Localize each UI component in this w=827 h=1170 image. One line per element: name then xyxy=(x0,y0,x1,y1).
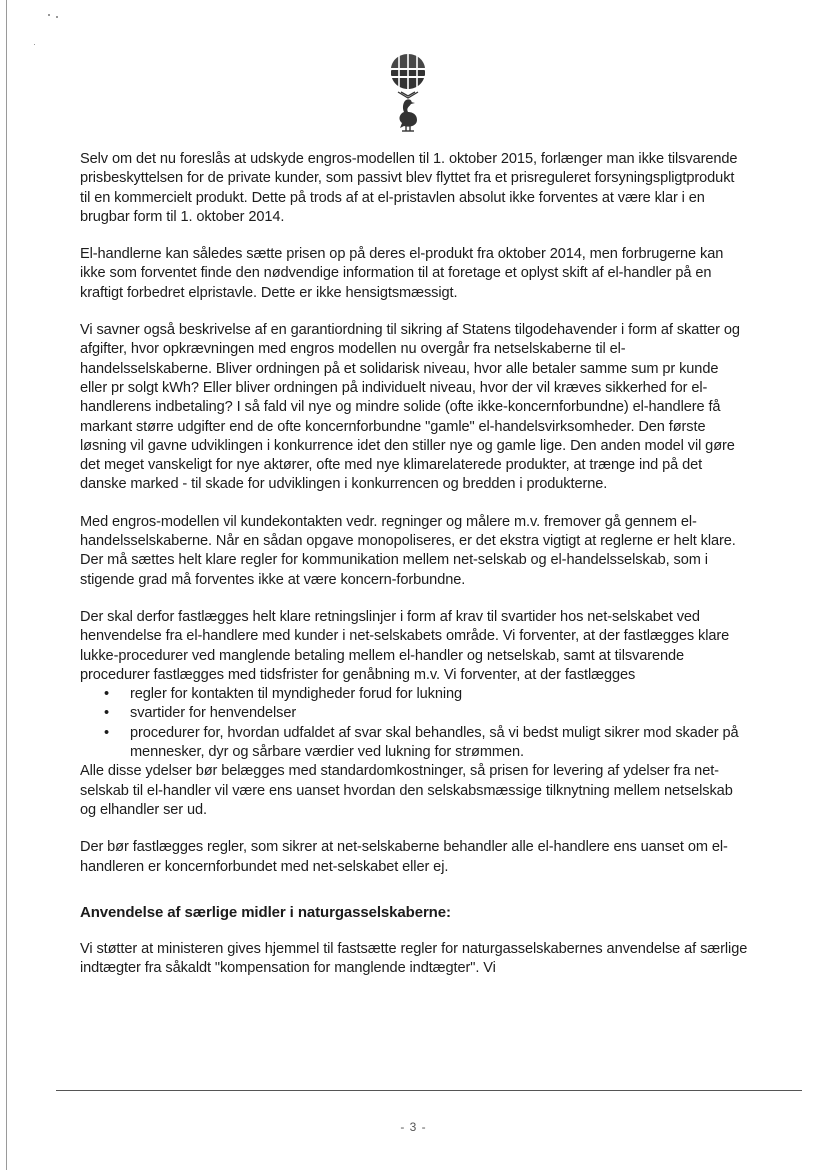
paragraph: Selv om det nu foreslås at udskyde engros-modellen til 1. oktober 2015, forlænger man ikke tilsvarende prisbeskyttelsen for de private kunder, som passivt blev flyttet fra et prisreguleret forsyningspligtprodukt til en kommercielt produkt. Dette på trods af at el-pristavlen absolut ikke forventes at være klar i en brugbar form til 1. oktober 2014. xyxy=(80,151,738,225)
list-item-text: procedurer for, hvordan udfaldet af svar skal behandles, så vi bedst muligt sikrer mod skader på mennesker, dyr og sårbare værdier ved lukning for strømmen. xyxy=(130,724,739,761)
bullet-icon: • xyxy=(104,724,110,741)
paragraph: Der skal derfor fastlægges helt klare retningslinjer i form af krav til svartider hos net-selskabet ved henvendelse fra el-handlere med kunder i net-selskabets område. Vi forventer, at der fastlægges klare lukke-procedurer ved manglende betaling mellem el-handler og netselskab, samt at tilsvarende procedurer fastlægges med tidsfrister for genåbning m.v. Vi forventer, at der fastlægges xyxy=(80,608,730,683)
list-item xyxy=(104,685,748,704)
bullet-list xyxy=(80,685,748,762)
paragraph: Alle disse ydelser bør belægges med standardomkostninger, så prisen for levering af ydelser fra net-selskab til el-handler vil være ens uanset hvordan den selskabsmæssige tilknytning mellem netselskab og elhandler ser ud. xyxy=(80,763,733,818)
letter-body xyxy=(80,150,748,996)
page-number: - 3 - xyxy=(400,1120,427,1134)
page-edge-shadow xyxy=(6,0,7,1170)
section-heading: Anvendelse af særlige midler i naturgasselskaberne: xyxy=(80,903,451,921)
list-item xyxy=(104,724,748,763)
list-item-text: regler for kontakten til myndigheder forud for lukning xyxy=(130,686,463,703)
footer-divider xyxy=(56,1090,802,1091)
globe-bird-icon xyxy=(386,52,430,134)
list-item xyxy=(104,704,748,723)
bullet-icon: • xyxy=(104,686,110,703)
list-item-text: svartider for henvendelser xyxy=(130,705,297,722)
bullet-icon: • xyxy=(104,705,110,722)
paragraph: Med engros-modellen vil kundekontakten vedr. regninger og målere m.v. fremover gå gennem el-handelsselskaberne. Når en sådan opgave monopoliseres, er det ekstra vigtigt at reglerne er helt klare. Der må sættes helt klare regler for kommunikation mellem net-selskab og el-handelsselskab, som i stigende grad må forventes ikke at være koncern-forbundne. xyxy=(80,513,736,588)
paragraph: Vi støtter at ministeren gives hjemmel til fastsætte regler for naturgasselskabernes anvendelse af særlige indtægter fra såkaldt "kompensation for manglende indtægter". Vi xyxy=(80,940,748,977)
scan-speck xyxy=(34,44,35,45)
paragraph: Der bør fastlægges regler, som sikrer at net-selskaberne behandler alle el-handlere ens uanset om el-handleren er koncernforbundet med net-selskabet eller ej. xyxy=(80,839,728,875)
paragraph: El-handlerne kan således sætte prisen op på deres el-produkt fra oktober 2014, men forbrugerne kan ikke som forventet finde den nødvendige information til at foretage et oplyst skift af el-handler på en kraftigt forbedret elpristavle. Dette er ikke hensigtsmæssigt. xyxy=(80,246,724,301)
scan-speck xyxy=(48,14,50,16)
paragraph: Vi savner også beskrivelse af en garantiordning til sikring af Statens tilgodehavender i form af skatter og afgifter, hvor opkrævningen med engros modellen nu overgår fra netselskaberne til el-handelsselskaberne. Bliver ordningen på et solidarisk niveau, hvor alle betaler samme sum pr kunde eller pr solgt kWh? Eller bliver ordningen på individuelt niveau, hvor der vil kræves sikkerhed for el-handlerens indbetaling? I så fald vil nye og mindre solide (ofte ikke-koncernforbundne) el-handlere få markant større udgifter end de ofte koncernforbundne "gamle" el-handelsvirksomheder. Den første løsning vil gavne udviklingen i konkurrence idet den stiller nye og gamle lige. Den anden model vil gøre det meget vanskeligt for nye aktører, ofte med nye klimarelaterede produkter, at trænge ind på det danske marked - til skade for udviklingen i konkurrencen og bredden i produkterne. xyxy=(80,322,740,493)
scan-speck xyxy=(56,16,58,18)
